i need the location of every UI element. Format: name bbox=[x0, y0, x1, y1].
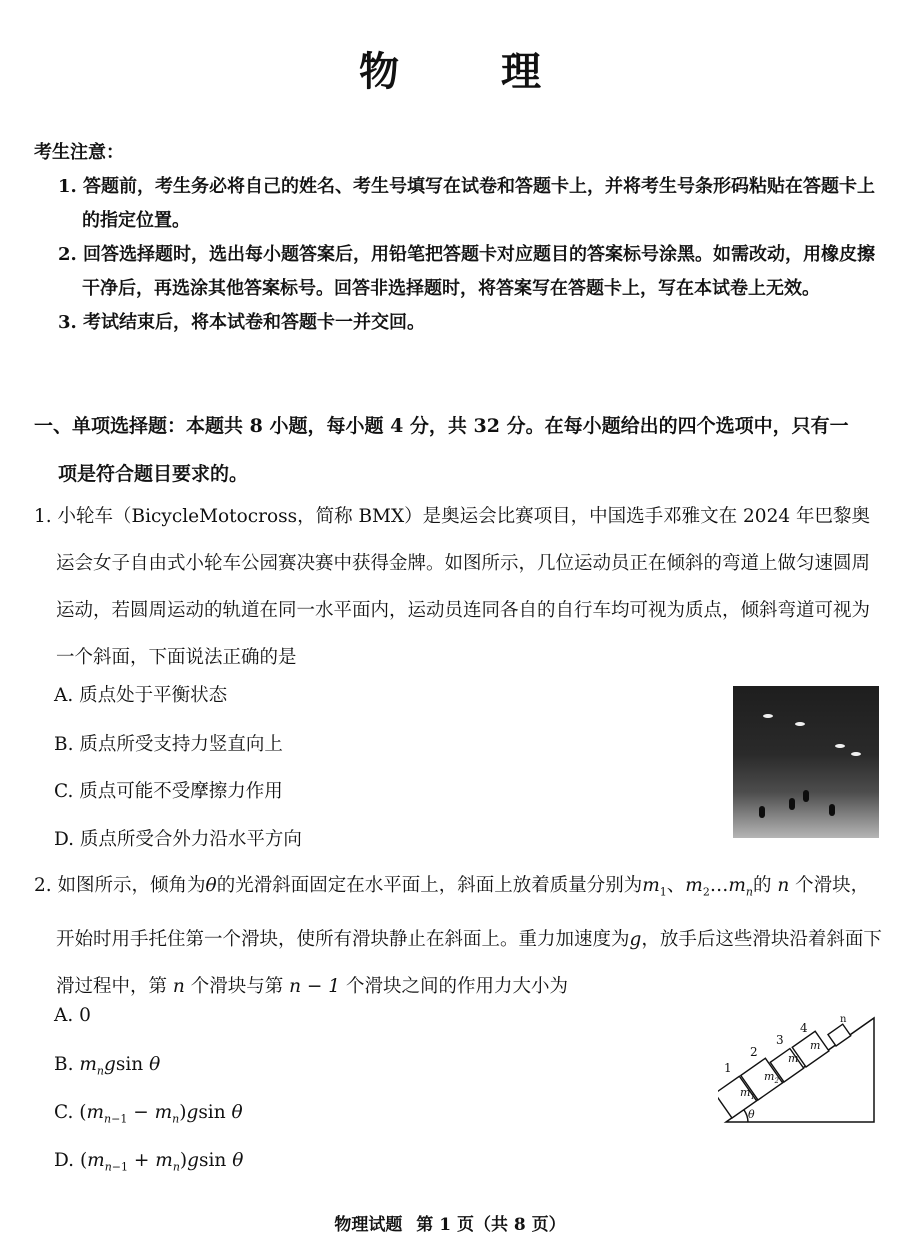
question-2-option-b: B. $m_ngsin$ θ bbox=[54, 1054, 161, 1078]
question-2-option-d: D. $(m_{n-1} + m_n)gsin$ θ bbox=[54, 1150, 244, 1174]
mass-m2: $m_2$ bbox=[764, 1070, 779, 1085]
question-1-option-a: A. 质点处于平衡状态 bbox=[54, 685, 228, 706]
angle-theta: θ bbox=[748, 1108, 755, 1121]
question-2-stem: 2. 如图所示，倾角为θ的光滑斜面固定在水平面上，斜面上放着质量分别为$m_1$、$m_2\dots m_n$的 n 个滑块，开始时用手托住第一个滑块，使所有滑块静止在斜面上。重力加速度为g，放手后这些滑块沿着斜面下滑过程中，第 n 个滑块与第 n − 1 个滑块之间的作用力大小为 bbox=[34, 875, 882, 997]
section-line-2: 项是符合题目要求的。 bbox=[58, 463, 249, 485]
exam-notice bbox=[34, 138, 884, 340]
notice-item: 3. 考试结束后，将本试卷和答题卡一并交回。 bbox=[58, 312, 426, 333]
mass-m3: m bbox=[788, 1052, 799, 1065]
label-3: 3 bbox=[776, 1033, 784, 1047]
label-2: 2 bbox=[750, 1045, 758, 1059]
label-1: 1 bbox=[724, 1061, 732, 1075]
question-1-option-b: B. 质点所受支持力竖直向上 bbox=[54, 734, 283, 755]
question-2-option-c: C. $(m_{n-1} - m_n)gsin$ θ bbox=[54, 1102, 243, 1126]
mass-m4: m bbox=[810, 1039, 821, 1052]
question-1-option-c: C. 质点可能不受摩擦力作用 bbox=[54, 781, 283, 802]
label-n: n bbox=[840, 1014, 847, 1025]
question-1-option-d: D. 质点所受合外力沿水平方向 bbox=[54, 829, 302, 850]
question-1-stem: 1. 小轮车（BicycleMotocross，简称 BMX）是奥运会比赛项目，中国选手邓雅文在 2024 年巴黎奥运会女子自由式小轮车公园赛决赛中获得金牌。如图所示，几位运动员正在倾斜的弯道上做匀速圆周运动，若圆周运动的轨道在同一水平面内，运动员连同各自的自行车均可视为质点，倾斜弯道可视为一个斜面，下面说法正确的是 bbox=[34, 506, 871, 668]
section-line-1: 一、单项选择题：本题共 8 小题，每小题 4 分，共 32 分。在每小题给出的四个选项中，只有一 bbox=[34, 415, 849, 437]
mass-m1: $m_1$ bbox=[740, 1086, 755, 1101]
incline-diagram bbox=[718, 1012, 888, 1132]
footer-subject: 物理试题 bbox=[334, 1215, 403, 1235]
page-footer bbox=[0, 1210, 900, 1235]
page-title: 物 理 bbox=[359, 48, 585, 95]
question-1 bbox=[34, 493, 884, 850]
bmx-photo bbox=[733, 686, 879, 838]
question-2 bbox=[34, 862, 884, 1174]
question-2-option-a: A. 0 bbox=[54, 1005, 91, 1026]
notice-item: 1. 答题前，考生务必将自己的姓名、考生号填写在试卷和答题卡上，并将考生号条形码粘贴在答题卡上的指定位置。 bbox=[58, 176, 876, 231]
notice-heading: 考生注意： bbox=[34, 142, 124, 163]
section-heading bbox=[34, 402, 884, 498]
footer-page-number: 第 1 页（共 8 页） bbox=[416, 1215, 566, 1235]
label-4: 4 bbox=[800, 1021, 808, 1035]
slider-block-n bbox=[828, 1024, 851, 1046]
notice-item: 2. 回答选择题时，选出每小题答案后，用铅笔把答题卡对应题目的答案标号涂黑。如需改动，用橡皮擦干净后，再选涂其他答案标号。回答非选择题时，将答案写在答题卡上，写在本试卷上无效。 bbox=[58, 244, 876, 299]
